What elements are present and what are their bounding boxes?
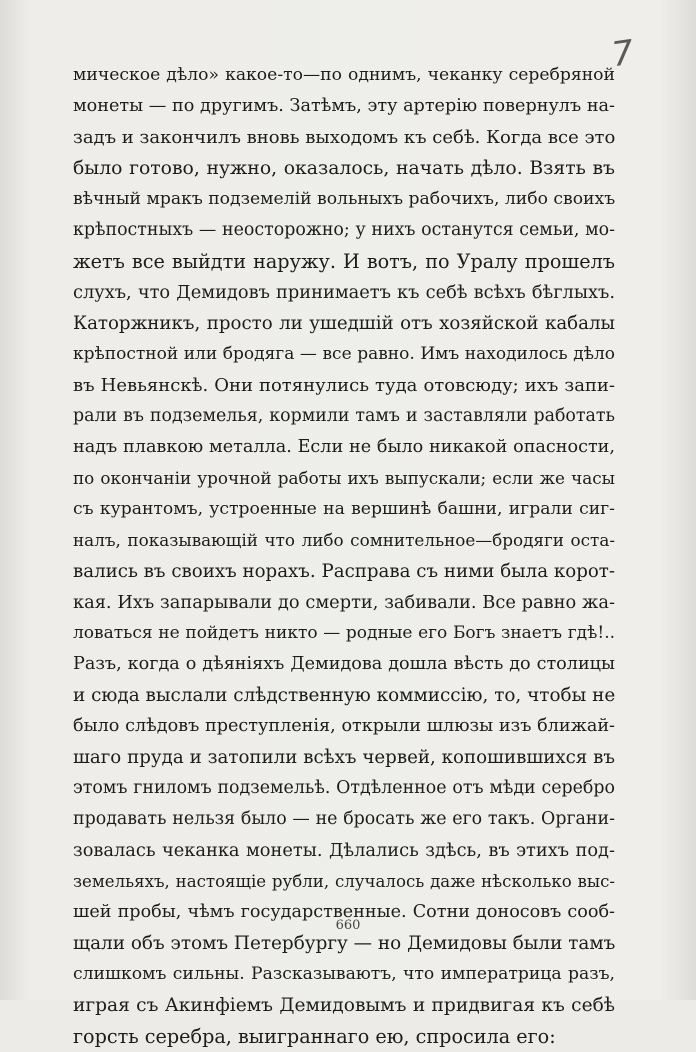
text-line: рали въ подземелья, кормили тамъ и заставляли работать xyxy=(73,406,615,426)
text-line: крѣпостной или бродяга — все равно. Имъ находилось дѣло xyxy=(73,344,615,364)
text-line: зовалась чеканка монеты. Дѣлались здѣсь, въ этихъ под- xyxy=(73,840,615,861)
text-line: мическое дѣло» какое-то—по однимъ, чеканку серебряной xyxy=(73,65,615,85)
text-line: жетъ все выйдти наружу. И вотъ, по Уралу прошелъ xyxy=(73,250,615,273)
text-line: надъ плавкою металла. Если не было никакой опасности, xyxy=(73,437,615,457)
text-line: горсть серебра, выиграннаго ею, спросила его: xyxy=(73,1025,556,1048)
text-line: налъ, показывающій что либо сомнительное—бродяги оста- xyxy=(73,530,615,550)
text-line: шей пробы, чѣмъ государственные. Сотни доносовъ сооб- xyxy=(73,902,615,922)
text-line: этомъ гниломъ подземельѣ. Отдѣленное отъ мѣди серебро xyxy=(73,778,615,798)
text-line: было готово, нужно, оказалось, начать дѣло. Взять въ xyxy=(73,158,615,179)
text-line: щали объ этомъ Петербургу — но Демидовы были тамъ xyxy=(73,933,616,954)
text-line: кая. Ихъ запарывали до смерти, забивали. Все равно жа- xyxy=(73,592,615,613)
text-line: продавать нельзя было — не бросать же его такъ. Органи- xyxy=(73,809,615,829)
handwritten-corner-mark: 7 xyxy=(609,32,637,76)
text-line: по окончаніи урочной работы ихъ выпускали; если же часы xyxy=(73,468,615,488)
text-line: вѣчный мракъ подземелій вольныхъ рабочихъ, либо своихъ xyxy=(73,189,616,209)
text-line: слухъ, что Демидовъ принимаетъ къ себѣ всѣхъ бѣглыхъ. xyxy=(73,282,615,303)
body-text xyxy=(73,60,615,1052)
text-line: крѣпостныхъ — неосторожно; у нихъ останутся семьи, мо- xyxy=(73,220,615,240)
text-line: и сюда выслали слѣдственную коммиссію, то, чтобы не xyxy=(73,685,616,706)
text-line: было слѣдовъ преступленія, открыли шлюзы изъ ближай- xyxy=(73,716,615,736)
text-line: въ Невьянскѣ. Они потянулись туда отовсюду; ихъ запи- xyxy=(73,375,615,396)
text-line: ловаться не пойдетъ никто — родные его Богъ знаетъ гдѣ!.. xyxy=(73,623,615,643)
text-line: вались въ своихъ норахъ. Расправа съ ними была корот- xyxy=(73,561,615,582)
text-line: съ курантомъ, устроенные на вершинѣ башни, играли сиг- xyxy=(73,499,615,519)
text-line: задъ и закончилъ вновь выходомъ къ себѣ. Когда все это xyxy=(73,127,616,148)
text-line: слишкомъ сильны. Разсказываютъ, что императрица разъ, xyxy=(73,964,615,984)
text-line: земельяхъ, настоящіе рубли, случалось даже нѣсколько выс- xyxy=(73,872,615,891)
text-line: Разъ, когда о дѣяніяхъ Демидова дошла вѣсть до столицы xyxy=(73,654,615,674)
text-line: играя съ Акинфіемъ Демидовымъ и придвигая къ себѣ xyxy=(73,995,615,1016)
text-line: шаго пруда и затопили всѣхъ червей, копошившихся въ xyxy=(73,747,615,768)
text-line: монеты — по другимъ. Затѣмъ, эту артерію повернулъ на- xyxy=(73,96,615,116)
text-line: Каторжникъ, просто ли ушедшій отъ хозяйской кабалы xyxy=(73,313,615,334)
page-number: 660 xyxy=(335,918,361,933)
